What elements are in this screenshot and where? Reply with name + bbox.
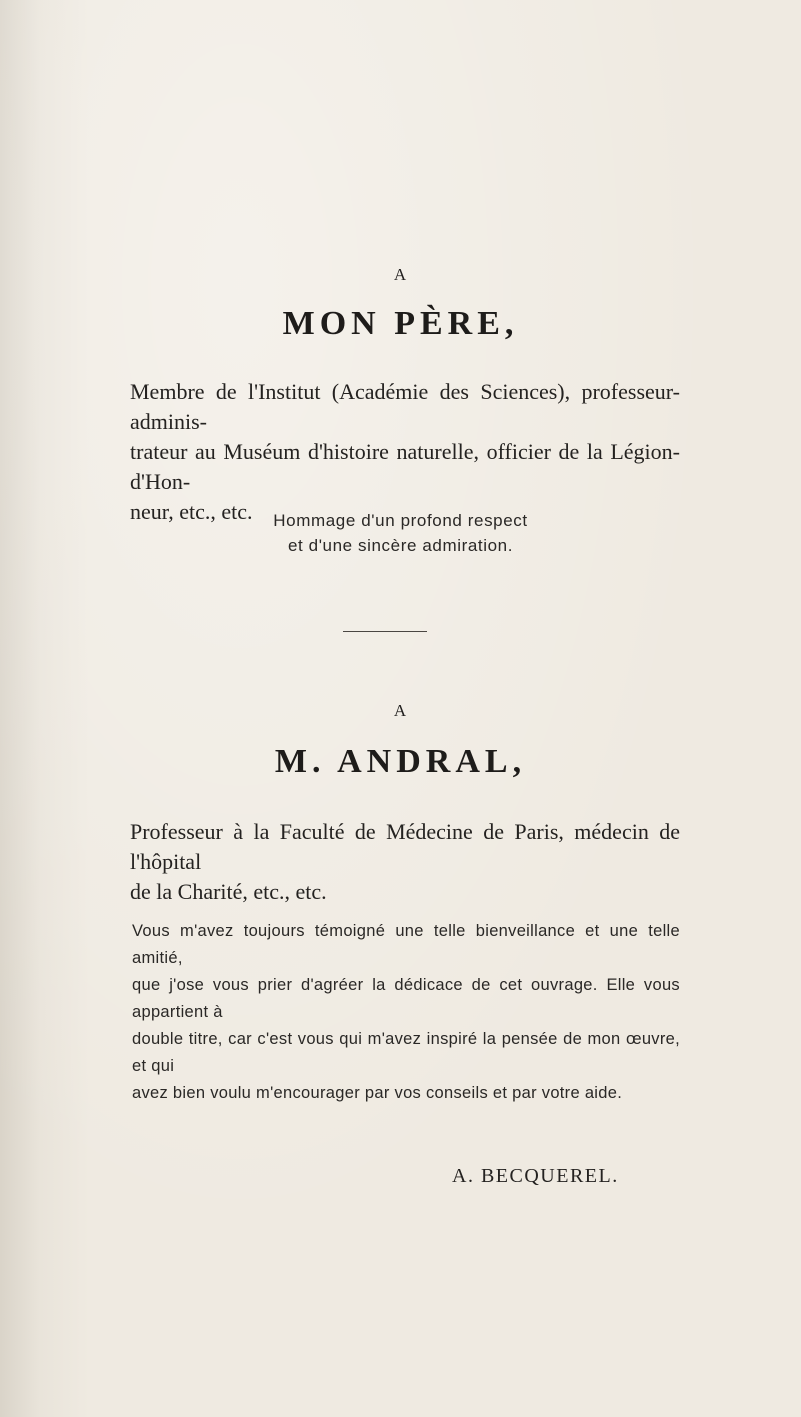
author-signature: A. BECQUEREL. <box>452 1165 619 1187</box>
section-divider <box>343 631 427 632</box>
message-line: double titre, car c'est vous qui m'avez inspiré la pensée de mon œuvre, et qui <box>132 1030 680 1075</box>
message-line: Vous m'avez toujours témoigné une telle bienveillance et une telle amitié, <box>132 922 680 967</box>
second-dedication-description <box>130 817 680 907</box>
second-description-line: Professeur à la Faculté de Médecine de Paris, médecin de l'hôpital <box>130 819 680 874</box>
second-dedication-preposition: A <box>393 701 408 720</box>
homage-line: Hommage d'un profond respect <box>273 511 528 530</box>
message-line: que j'ose vous prier d'agréer la dédicace de cet ouvrage. Elle vous appartient à <box>132 976 680 1021</box>
first-description-line: trateur au Muséum d'histoire naturelle, officier de la Légion-d'Hon- <box>130 439 680 494</box>
homage-text <box>0 508 801 558</box>
first-dedication-preposition: A <box>393 265 408 284</box>
personal-message <box>132 918 680 1107</box>
message-line: avez bien voulu m'encourager par vos conseils et par votre aide. <box>132 1084 623 1102</box>
second-dedication-name: M. ANDRAL, <box>274 743 527 780</box>
homage-line: et d'une sincère admiration. <box>287 536 514 555</box>
first-dedication-description <box>130 377 680 527</box>
second-description-line: de la Charité, etc., etc. <box>130 879 327 904</box>
first-dedication-name: MON PÈRE, <box>282 305 519 342</box>
first-description-line: Membre de l'Institut (Académie des Sciences), professeur-adminis- <box>130 379 680 434</box>
first-description-line: neur, etc., etc. <box>130 499 253 524</box>
